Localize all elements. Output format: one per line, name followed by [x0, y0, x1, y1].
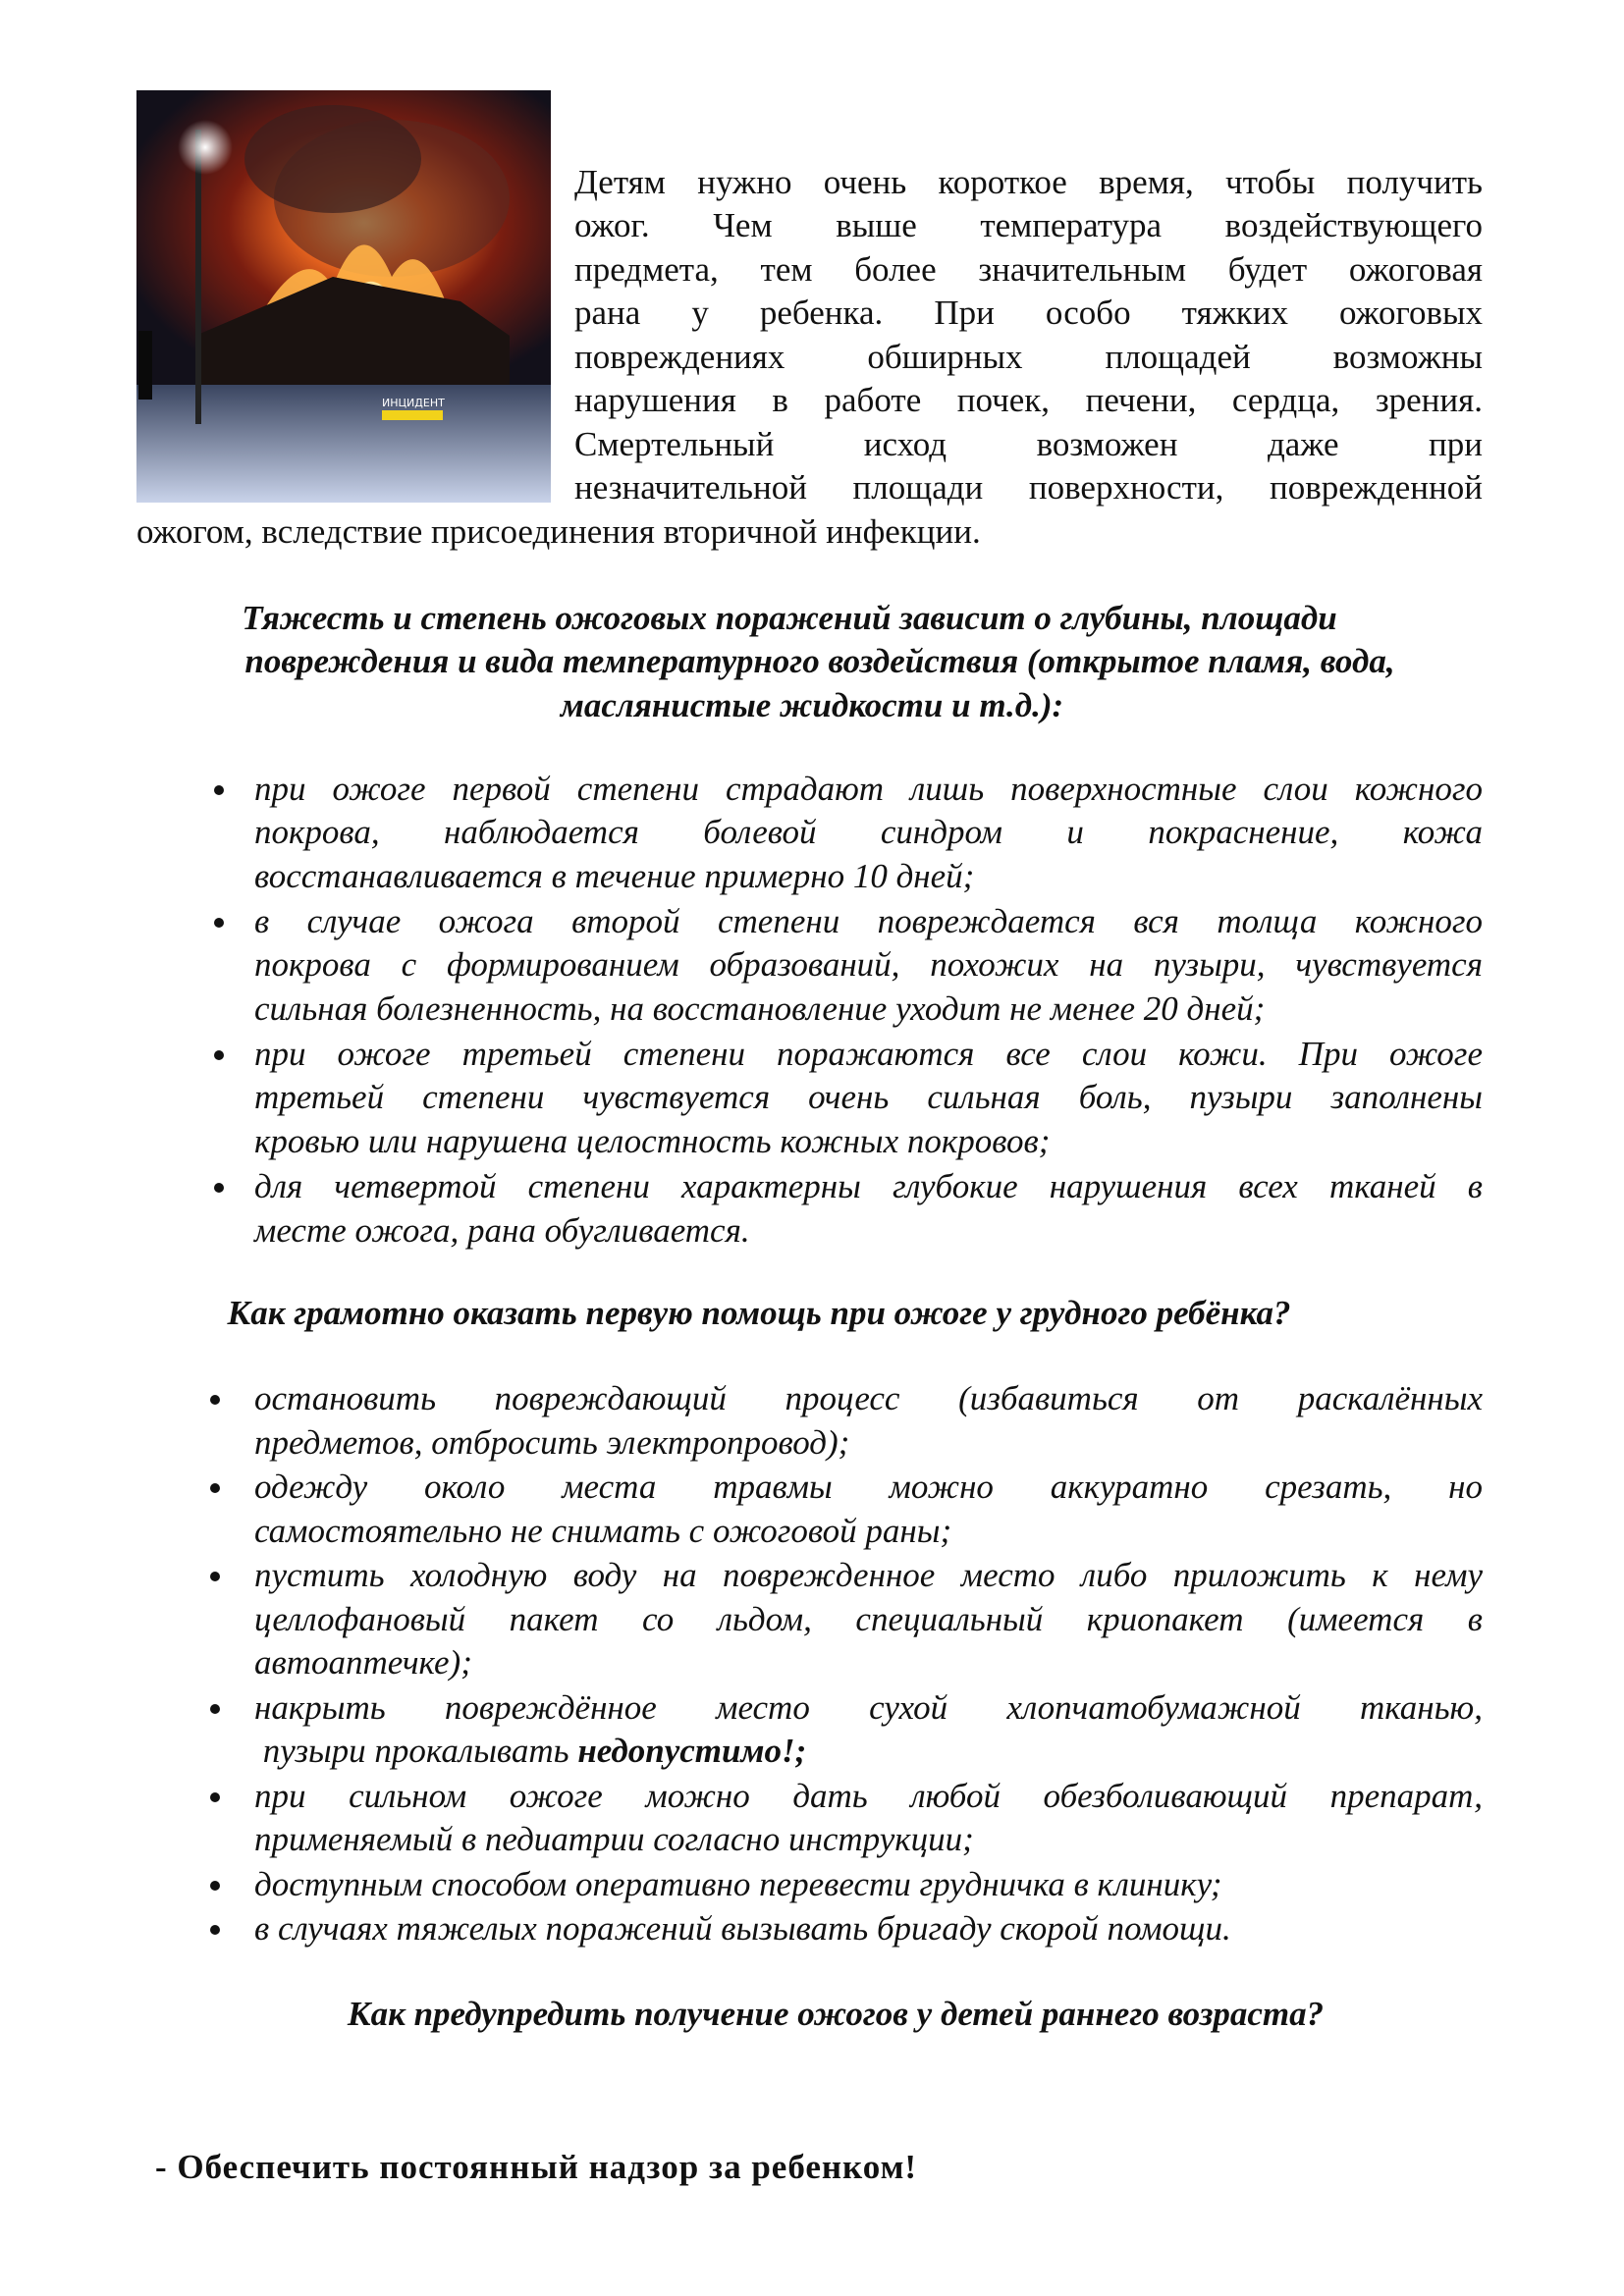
list-item-line: автоаптечке); — [254, 1643, 472, 1682]
bullet-icon — [214, 1183, 224, 1193]
bullet-icon — [210, 1881, 220, 1891]
bullet-icon — [210, 1792, 220, 1802]
list-item-line: накрыть повреждённое место сухой хлопчатобумажной тканью, — [254, 1688, 1483, 1727]
list-item-line: доступным способом оперативно перевести грудничка в клинику; — [254, 1865, 1222, 1903]
bullet-icon — [214, 785, 224, 795]
fire-photo — [136, 90, 551, 503]
list-item-line: третьей степени чувствуется очень сильная боль, пузыри заполнены — [254, 1078, 1483, 1116]
list-item-line: самостоятельно не снимать с ожоговой раны; — [254, 1512, 952, 1550]
list-item-line: остановить повреждающий процесс (избавиться от раскалённых — [254, 1379, 1483, 1417]
list-item-line: сильная болезненность, на восстановление уходит не менее 20 дней; — [254, 989, 1266, 1028]
list-item-line: одежду около места травмы можно аккуратно срезать, но — [254, 1468, 1483, 1506]
intro-line: Детям нужно очень короткое время, чтобы получить — [574, 163, 1483, 201]
list-item-line: кровью или нарушена целостность кожных покровов; — [254, 1122, 1051, 1160]
list-item-text: !; — [781, 1732, 807, 1770]
bullet-icon — [214, 1050, 224, 1060]
bullet-icon — [210, 1483, 220, 1493]
list-item-line: целлофановый пакет со льдом, специальный криопакет (имеется в — [254, 1600, 1483, 1638]
list-item-line — [254, 1730, 1483, 1773]
list-item-line: покрова, наблюдается болевой синдром и покраснение, кожа — [254, 813, 1483, 851]
list-item-line: покрова с формированием образований, похожих на пузыри, чувствуется — [254, 945, 1483, 984]
list-item-line: в случае ожога второй степени повреждается вся толща кожного — [254, 902, 1483, 940]
bullet-icon — [214, 918, 224, 928]
intro-line: Смертельный исход возможен даже при — [574, 425, 1483, 463]
intro-line: предмета, тем более значительным будет ожоговая — [574, 250, 1483, 289]
intro-line: ожогом, вследствие присоединения вторичной инфекции. — [136, 512, 981, 551]
intro-line: рана у ребенка. При особо тяжких ожоговых — [574, 294, 1483, 332]
bullet-icon — [210, 1925, 220, 1935]
bullet-icon — [210, 1704, 220, 1714]
bullet-icon — [210, 1572, 220, 1581]
watermark-text: ИНЦИДЕНТ — [382, 397, 445, 409]
closing-statement: - Обеспечить постоянный надзор за ребенком! — [155, 2148, 918, 2186]
list-item-line: при ожоге первой степени страдают лишь поверхностные слои кожного — [254, 770, 1483, 808]
intro-line: повреждениях обширных площадей возможны — [574, 338, 1483, 376]
list-item-line: при сильном ожоге можно дать любой обезболивающий препарат, — [254, 1777, 1483, 1815]
list-item-line: пустить холодную воду на поврежденное место либо приложить к нему — [254, 1556, 1483, 1594]
bullet-icon — [210, 1395, 220, 1405]
list-item-line: предметов, отбросить электропровод); — [254, 1423, 850, 1462]
list-item-line: для четвертой степени характерны глубокие нарушения всех тканей в — [254, 1167, 1483, 1205]
list-item-text: пузыри прокалывать — [254, 1732, 578, 1770]
first-aid-heading: Как грамотно оказать первую помощь при ожоге у грудного ребёнка? — [227, 1294, 1291, 1332]
emphasis-text: недопустимо — [577, 1732, 782, 1770]
prevention-heading: Как предупредить получение ожогов у детей раннего возраста? — [347, 1995, 1325, 2033]
list-item-line: месте ожога, рана обугливается. — [254, 1211, 750, 1250]
intro-line: нарушения в работе почек, печени, сердца, зрения. — [574, 381, 1483, 419]
intro-line: незначительной площади поверхности, поврежденной — [574, 468, 1483, 507]
list-item-line: в случаях тяжелых поражений вызывать бригаду скорой помощи. — [254, 1909, 1231, 1948]
severity-heading: Тяжесть и степень ожоговых поражений зависит о глубины, площади — [242, 599, 1337, 637]
intro-line: ожог. Чем выше температура воздействующего — [574, 206, 1483, 244]
list-item-line: при ожоге третьей степени поражаются все слои кожи. При ожоге — [254, 1035, 1483, 1073]
list-item-line: восстанавливается в течение примерно 10 дней; — [254, 857, 975, 895]
severity-heading: повреждения и вида температурного воздействия (открытое пламя, вода, — [244, 642, 1395, 680]
severity-heading: маслянистые жидкости и т.д.): — [560, 686, 1064, 724]
list-item-line: применяемый в педиатрии согласно инструкции; — [254, 1820, 974, 1858]
